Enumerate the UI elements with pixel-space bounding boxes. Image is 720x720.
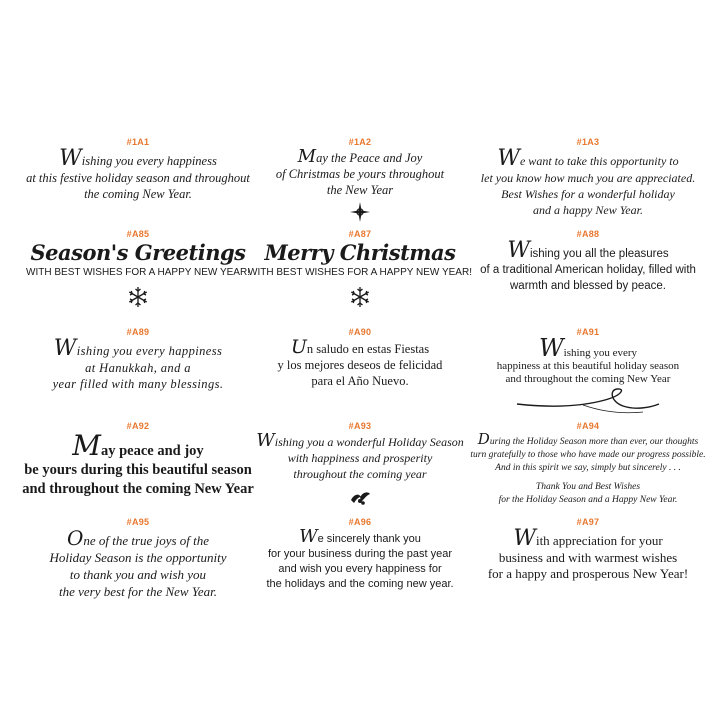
- greeting-card-a87: [242, 228, 478, 308]
- card-code: #A93: [348, 421, 372, 431]
- card-code: #A88: [576, 229, 600, 239]
- card-code: #A92: [126, 421, 150, 431]
- card-code: #1A2: [348, 137, 372, 147]
- greeting-text: Wishing you a wonderful Holiday Season with happiness and prosperity throughout the coming year: [256, 430, 464, 481]
- greeting-text: Wishing you all the pleasures of a traditional American holiday, filled with warmth and blessed by peace.: [480, 238, 696, 292]
- drop-cap: W: [513, 526, 536, 551]
- greeting-text: During the Holiday Season more than ever, our thoughts turn gratefully to those who have made our progress possible. And in this spirit we say, simply but sincerely . . . Thank You and Best Wishes for the Holiday Season and a Happy New Year.: [470, 430, 706, 505]
- greeting-card-1a1: [20, 136, 256, 202]
- greeting-text: Un saludo en estas Fiestas y los mejores deseos de felicidad para el Año Nuevo.: [277, 336, 443, 388]
- drop-cap: M: [72, 429, 101, 462]
- greeting-card-a88: [470, 228, 706, 294]
- drop-cap: W: [53, 336, 77, 361]
- greeting-text: With appreciation for your business and with warmest wishes for a happy and prosperous New Year!: [487, 526, 689, 581]
- flourish-icon: [513, 386, 663, 416]
- greeting-card-a93: [242, 420, 478, 508]
- greeting-card-a85: [20, 228, 256, 308]
- greeting-card-a95: [20, 516, 256, 600]
- greeting-card-1a3: [470, 136, 706, 218]
- drop-cap: W: [497, 146, 520, 171]
- compass-star-icon: [350, 202, 370, 222]
- greeting-card-a96: [242, 516, 478, 592]
- drop-cap: W: [507, 238, 530, 263]
- greeting-text: One of the true joys of the Holiday Season is the opportunity to thank you and wish you the very best for the New Year.: [49, 526, 227, 599]
- script-heading: Merry Christmas: [264, 240, 456, 265]
- greeting-card-1a2: [242, 136, 478, 222]
- greeting-text: We sincerely thank you for your business during the past year and wish you every happiness for the holidays and the coming new year.: [266, 526, 454, 590]
- greeting-text: Wishing you every happiness at Hanukkah, and a year filled with many blessings.: [52, 336, 224, 391]
- greeting-text: We want to take this opportunity to let you know how much you are appreciated. Best Wishes for a wonderful holiday and a happy New Year.: [480, 146, 696, 217]
- drop-cap: O: [66, 526, 84, 550]
- card-code: #A91: [576, 327, 600, 337]
- greeting-card-a90: [242, 326, 478, 389]
- greeting-text: Wishing you every happiness at this festive holiday season and throughout the coming New Year.: [26, 146, 250, 201]
- card-code: #1A1: [126, 137, 150, 147]
- subheading: WITH BEST WISHES FOR A HAPPY NEW YEAR!: [26, 267, 250, 278]
- drop-cap: W: [299, 526, 318, 547]
- snowflake-icon: [349, 286, 371, 308]
- greeting-card-a97: [470, 516, 706, 582]
- greeting-text: May the Peace and Joy of Christmas be yours throughout the New Year: [275, 146, 445, 197]
- script-heading: Season's Greetings: [30, 240, 246, 265]
- card-code: #A85: [126, 229, 150, 239]
- drop-cap: M: [297, 146, 317, 167]
- drop-cap: D: [477, 430, 490, 448]
- card-code: #A95: [126, 517, 150, 527]
- card-code: #A89: [126, 327, 150, 337]
- card-code: #A94: [576, 421, 600, 431]
- subheading: WITH BEST WISHES FOR A HAPPY NEW YEAR!: [248, 267, 472, 278]
- holly-icon: [348, 488, 372, 508]
- snowflake-icon: [127, 286, 149, 308]
- card-code: #A97: [576, 517, 600, 527]
- drop-cap: W: [539, 334, 564, 362]
- greeting-card-a89: [20, 326, 256, 392]
- card-code: #A87: [348, 229, 372, 239]
- card-code: #A90: [348, 327, 372, 337]
- greeting-card-a94: [470, 420, 706, 507]
- greeting-text: May peace and joy be yours during this beautiful season and throughout the coming New Year: [22, 429, 254, 497]
- card-code: #A96: [348, 517, 372, 527]
- drop-cap: W: [59, 146, 82, 171]
- greeting-text: Wishing you every happiness at this beautiful holiday season and throughout the coming New Year: [496, 334, 680, 385]
- card-code: #1A3: [576, 137, 600, 147]
- drop-cap: U: [290, 336, 307, 358]
- greeting-card-a91: [470, 326, 706, 416]
- greeting-card-a92: [10, 420, 266, 499]
- drop-cap: W: [256, 430, 275, 451]
